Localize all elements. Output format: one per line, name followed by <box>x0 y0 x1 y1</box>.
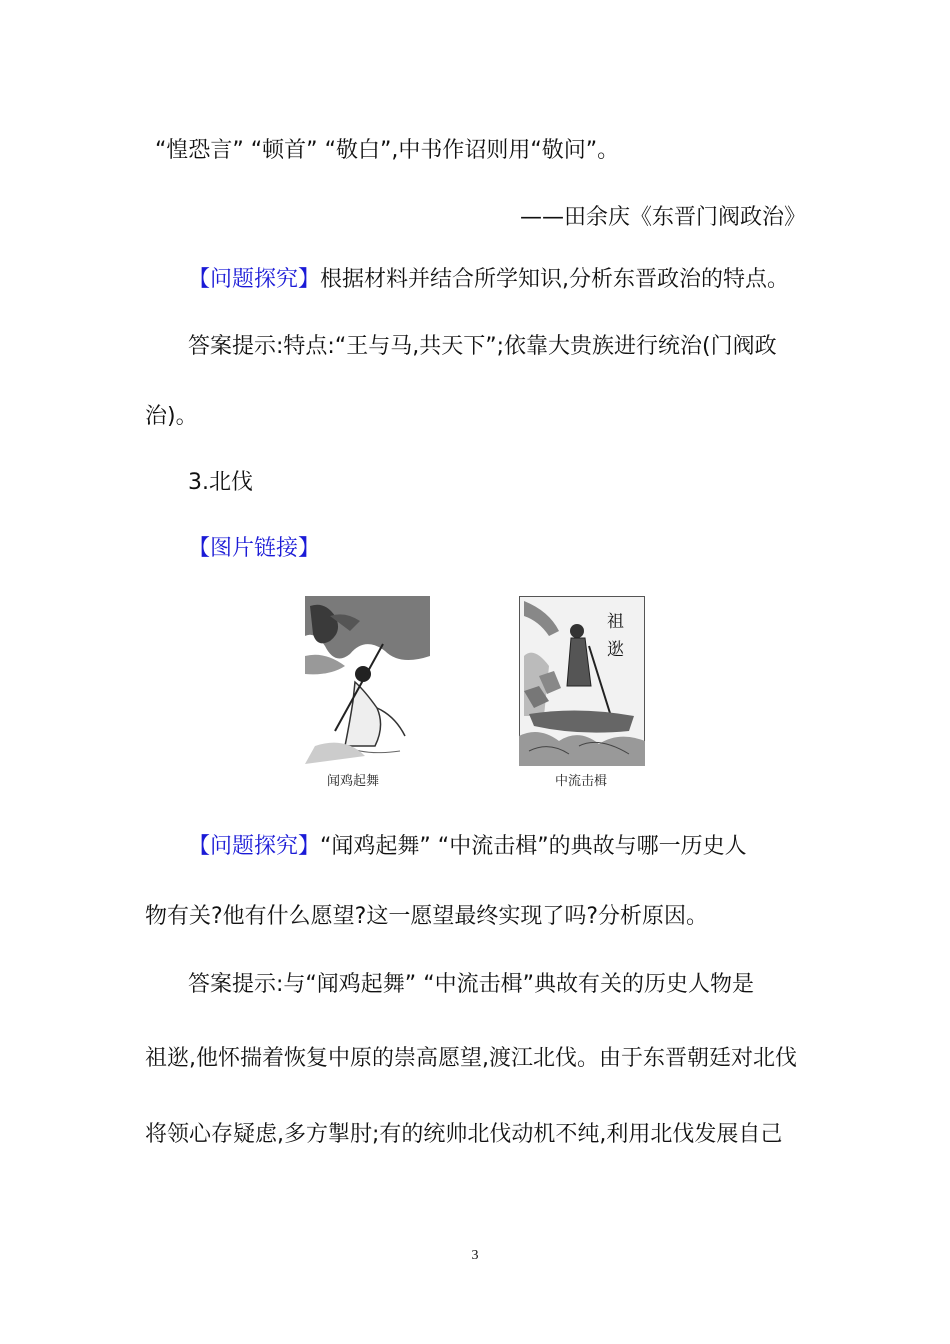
question-2-line-1 <box>188 832 747 862</box>
answer-2-line-2: 祖逖,他怀揣着恢复中原的崇高愿望,渡江北伐。由于东晋朝廷对北伐 <box>145 1046 797 1071</box>
source-citation: ——田余庆《东晋门阀政治》 <box>520 205 807 230</box>
question-text: “闻鸡起舞” “中流击楫”的典故与哪一历史人 <box>320 834 747 859</box>
answer-1-line-2: 治)。 <box>145 404 198 429</box>
question-2-line-2: 物有关?他有什么愿望?这一愿望最终实现了吗?分析原因。 <box>145 904 709 929</box>
illustration-striking-oar <box>519 596 645 766</box>
figure-dancing-at-cockcrow <box>305 596 430 789</box>
question-tag: 【问题探究】 <box>188 267 321 292</box>
figure-caption: 中流击楫 <box>555 774 608 789</box>
answer-2-line-1: 答案提示:与“闻鸡起舞” “中流击楫”典故有关的历史人物是 <box>188 972 754 997</box>
question-tag: 【问题探究】 <box>188 834 321 859</box>
illustration-dancing-at-cockcrow <box>305 596 430 764</box>
figure-inscription: 祖逖 <box>607 612 624 660</box>
question-text: 根据材料并结合所学知识,分析东晋政治的特点。 <box>320 267 790 292</box>
quote-end-line: “惶恐言” “顿首” “敬白”,中书作诏则用“敬问”。 <box>155 138 620 163</box>
page-number: 3 <box>471 1248 479 1263</box>
answer-1-line-1: 答案提示:特点:“王与马,共天下”;依靠大贵族进行统治(门阀政 <box>188 334 777 359</box>
picture-link-tag: 【图片链接】 <box>188 536 321 561</box>
question-1 <box>188 265 789 295</box>
answer-2-line-3: 将领心存疑虑,多方掣肘;有的统帅北伐动机不纯,利用北伐发展自己 <box>145 1122 783 1147</box>
figure-caption: 闻鸡起舞 <box>327 774 380 789</box>
section-heading: 3.北伐 <box>188 470 253 495</box>
figure-striking-oar <box>519 596 645 789</box>
